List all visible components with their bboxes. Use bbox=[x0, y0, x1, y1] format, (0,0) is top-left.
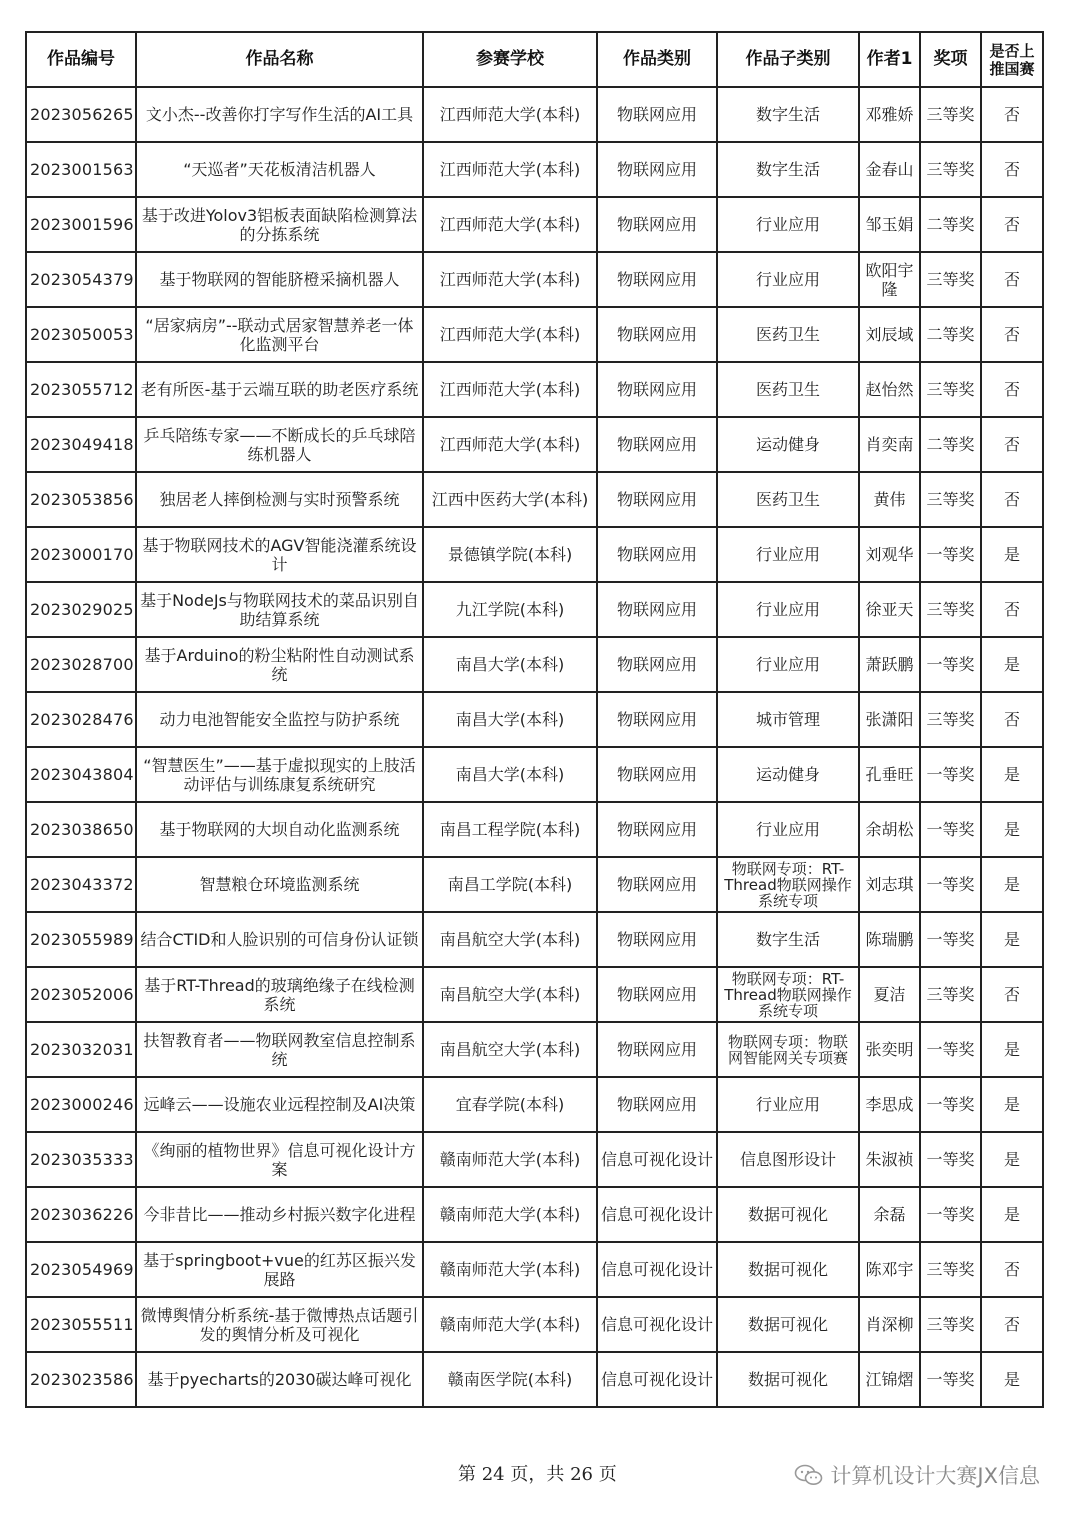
cell-subcategory: 运动健身 bbox=[717, 747, 859, 802]
cell-national: 是 bbox=[981, 857, 1043, 912]
cell-subcategory: 物联网专项：RT-Thread物联网操作系统专项 bbox=[717, 967, 859, 1022]
cell-id: 2023000170 bbox=[26, 527, 136, 582]
cell-school: 南昌大学(本科) bbox=[423, 747, 597, 802]
cell-author: 陈瑞鹏 bbox=[859, 912, 920, 967]
cell-national: 否 bbox=[981, 582, 1043, 637]
cell-id: 2023000246 bbox=[26, 1077, 136, 1132]
cell-category: 物联网应用 bbox=[597, 307, 717, 362]
cell-award: 三等奖 bbox=[920, 252, 981, 307]
cell-subcategory: 医药卫生 bbox=[717, 362, 859, 417]
cell-category: 物联网应用 bbox=[597, 362, 717, 417]
cell-title: 基于Arduino的粉尘粘附性自动测试系统 bbox=[136, 637, 423, 692]
cell-title: 动力电池智能安全监控与防护系统 bbox=[136, 692, 423, 747]
cell-school: 江西师范大学(本科) bbox=[423, 142, 597, 197]
cell-national: 否 bbox=[981, 417, 1043, 472]
table-row bbox=[26, 362, 1043, 417]
cell-national: 是 bbox=[981, 802, 1043, 857]
cell-title: 独居老人摔倒检测与实时预警系统 bbox=[136, 472, 423, 527]
table-row bbox=[26, 252, 1043, 307]
cell-award: 三等奖 bbox=[920, 87, 981, 142]
header-subcategory: 作品子类别 bbox=[717, 32, 859, 87]
cell-national: 否 bbox=[981, 692, 1043, 747]
cell-id: 2023032031 bbox=[26, 1022, 136, 1077]
cell-school: 南昌工程学院(本科) bbox=[423, 802, 597, 857]
cell-national: 否 bbox=[981, 1297, 1043, 1352]
cell-id: 2023028476 bbox=[26, 692, 136, 747]
cell-id: 2023028700 bbox=[26, 637, 136, 692]
cell-national: 否 bbox=[981, 1242, 1043, 1297]
cell-author: 肖奕南 bbox=[859, 417, 920, 472]
cell-school: 江西师范大学(本科) bbox=[423, 307, 597, 362]
cell-author: 张奕明 bbox=[859, 1022, 920, 1077]
cell-category: 物联网应用 bbox=[597, 802, 717, 857]
cell-category: 物联网应用 bbox=[597, 637, 717, 692]
cell-author: 刘辰域 bbox=[859, 307, 920, 362]
cell-subcategory: 数字生活 bbox=[717, 142, 859, 197]
cell-subcategory: 行业应用 bbox=[717, 252, 859, 307]
table-row bbox=[26, 967, 1043, 1022]
cell-school: 宜春学院(本科) bbox=[423, 1077, 597, 1132]
cell-subcategory: 信息图形设计 bbox=[717, 1132, 859, 1187]
cell-award: 三等奖 bbox=[920, 692, 981, 747]
cell-author: 黄伟 bbox=[859, 472, 920, 527]
cell-national: 是 bbox=[981, 1077, 1043, 1132]
cell-award: 三等奖 bbox=[920, 1242, 981, 1297]
cell-id: 2023056265 bbox=[26, 87, 136, 142]
table-row bbox=[26, 747, 1043, 802]
cell-subcategory: 城市管理 bbox=[717, 692, 859, 747]
cell-award: 一等奖 bbox=[920, 1187, 981, 1242]
cell-award: 二等奖 bbox=[920, 417, 981, 472]
cell-school: 南昌工学院(本科) bbox=[423, 857, 597, 912]
cell-id: 2023050053 bbox=[26, 307, 136, 362]
cell-national: 否 bbox=[981, 197, 1043, 252]
cell-author: 李思成 bbox=[859, 1077, 920, 1132]
cell-title: 基于RT-Thread的玻璃绝缘子在线检测系统 bbox=[136, 967, 423, 1022]
cell-award: 三等奖 bbox=[920, 967, 981, 1022]
table-body bbox=[26, 87, 1043, 1407]
cell-category: 信息可视化设计 bbox=[597, 1242, 717, 1297]
cell-author: 欧阳宇隆 bbox=[859, 252, 920, 307]
cell-award: 二等奖 bbox=[920, 307, 981, 362]
cell-category: 信息可视化设计 bbox=[597, 1297, 717, 1352]
cell-school: 南昌航空大学(本科) bbox=[423, 1022, 597, 1077]
table-row bbox=[26, 1187, 1043, 1242]
cell-school: 江西师范大学(本科) bbox=[423, 252, 597, 307]
cell-title: 基于改进Yolov3铝板表面缺陷检测算法的分拣系统 bbox=[136, 197, 423, 252]
cell-author: 邹玉娟 bbox=[859, 197, 920, 252]
cell-subcategory: 数据可视化 bbox=[717, 1352, 859, 1407]
cell-id: 2023001563 bbox=[26, 142, 136, 197]
cell-category: 物联网应用 bbox=[597, 967, 717, 1022]
cell-category: 物联网应用 bbox=[597, 1022, 717, 1077]
cell-id: 2023036226 bbox=[26, 1187, 136, 1242]
table-row bbox=[26, 637, 1043, 692]
cell-subcategory: 行业应用 bbox=[717, 637, 859, 692]
cell-national: 否 bbox=[981, 307, 1043, 362]
cell-title: 智慧粮仓环境监测系统 bbox=[136, 857, 423, 912]
cell-category: 物联网应用 bbox=[597, 197, 717, 252]
header-national: 是否上推国赛 bbox=[981, 32, 1043, 87]
table-row bbox=[26, 1132, 1043, 1187]
cell-title: 基于NodeJs与物联网技术的菜品识别自助结算系统 bbox=[136, 582, 423, 637]
table-row bbox=[26, 857, 1043, 912]
cell-category: 物联网应用 bbox=[597, 252, 717, 307]
cell-author: 徐亚天 bbox=[859, 582, 920, 637]
cell-id: 2023035333 bbox=[26, 1132, 136, 1187]
cell-national: 是 bbox=[981, 912, 1043, 967]
watermark-text: 计算机设计大赛JX信息 bbox=[830, 1464, 1040, 1488]
cell-id: 2023043372 bbox=[26, 857, 136, 912]
wechat-icon bbox=[794, 1464, 824, 1486]
cell-author: 孔垂旺 bbox=[859, 747, 920, 802]
cell-category: 物联网应用 bbox=[597, 142, 717, 197]
cell-title: 基于物联网的智能脐橙采摘机器人 bbox=[136, 252, 423, 307]
header-category: 作品类别 bbox=[597, 32, 717, 87]
cell-author: 江锦熠 bbox=[859, 1352, 920, 1407]
cell-award: 三等奖 bbox=[920, 142, 981, 197]
cell-award: 三等奖 bbox=[920, 362, 981, 417]
cell-title: 今非昔比——推动乡村振兴数字化进程 bbox=[136, 1187, 423, 1242]
cell-subcategory: 数字生活 bbox=[717, 87, 859, 142]
cell-national: 否 bbox=[981, 472, 1043, 527]
cell-school: 南昌航空大学(本科) bbox=[423, 967, 597, 1022]
cell-author: 萧跃鹏 bbox=[859, 637, 920, 692]
cell-author: 张潇阳 bbox=[859, 692, 920, 747]
cell-id: 2023055511 bbox=[26, 1297, 136, 1352]
cell-school: 南昌航空大学(本科) bbox=[423, 912, 597, 967]
table-row bbox=[26, 197, 1043, 252]
cell-category: 信息可视化设计 bbox=[597, 1352, 717, 1407]
cell-subcategory: 行业应用 bbox=[717, 802, 859, 857]
header-award: 奖项 bbox=[920, 32, 981, 87]
table-row bbox=[26, 582, 1043, 637]
table-row bbox=[26, 1297, 1043, 1352]
table-row bbox=[26, 307, 1043, 362]
cell-subcategory: 数据可视化 bbox=[717, 1187, 859, 1242]
watermark bbox=[794, 1460, 1040, 1490]
cell-id: 2023054969 bbox=[26, 1242, 136, 1297]
cell-subcategory: 行业应用 bbox=[717, 1077, 859, 1132]
cell-title: 乒乓陪练专家——不断成长的乒乓球陪练机器人 bbox=[136, 417, 423, 472]
table-row bbox=[26, 1352, 1043, 1407]
cell-award: 一等奖 bbox=[920, 527, 981, 582]
cell-author: 余磊 bbox=[859, 1187, 920, 1242]
header-title: 作品名称 bbox=[136, 32, 423, 87]
table-header-row bbox=[26, 32, 1043, 87]
cell-title: 基于物联网技术的AGV智能浇灌系统设计 bbox=[136, 527, 423, 582]
awards-table bbox=[25, 31, 1044, 1408]
cell-school: 赣南师范大学(本科) bbox=[423, 1297, 597, 1352]
cell-national: 否 bbox=[981, 87, 1043, 142]
cell-school: 江西师范大学(本科) bbox=[423, 87, 597, 142]
cell-school: 赣南师范大学(本科) bbox=[423, 1242, 597, 1297]
cell-category: 物联网应用 bbox=[597, 747, 717, 802]
cell-id: 2023043804 bbox=[26, 747, 136, 802]
cell-author: 刘志琪 bbox=[859, 857, 920, 912]
cell-award: 三等奖 bbox=[920, 582, 981, 637]
table-row bbox=[26, 692, 1043, 747]
cell-title: 结合CTID和人脸识别的可信身份认证锁 bbox=[136, 912, 423, 967]
cell-title: 基于物联网的大坝自动化监测系统 bbox=[136, 802, 423, 857]
table-row bbox=[26, 912, 1043, 967]
cell-id: 2023055712 bbox=[26, 362, 136, 417]
cell-author: 余胡松 bbox=[859, 802, 920, 857]
cell-award: 一等奖 bbox=[920, 1077, 981, 1132]
cell-title: 远峰云——设施农业远程控制及AI决策 bbox=[136, 1077, 423, 1132]
table-row bbox=[26, 472, 1043, 527]
table-row bbox=[26, 417, 1043, 472]
cell-title: “智慧医生”——基于虚拟现实的上肢活动评估与训练康复系统研究 bbox=[136, 747, 423, 802]
cell-school: 赣南师范大学(本科) bbox=[423, 1132, 597, 1187]
table-row bbox=[26, 802, 1043, 857]
cell-school: 南昌大学(本科) bbox=[423, 637, 597, 692]
cell-category: 物联网应用 bbox=[597, 1077, 717, 1132]
cell-title: 扶智教育者——物联网教室信息控制系统 bbox=[136, 1022, 423, 1077]
table-row bbox=[26, 1077, 1043, 1132]
cell-national: 是 bbox=[981, 527, 1043, 582]
cell-award: 一等奖 bbox=[920, 637, 981, 692]
cell-id: 2023038650 bbox=[26, 802, 136, 857]
cell-title: 基于springboot+vue的红苏区振兴发展路 bbox=[136, 1242, 423, 1297]
page-number: 第 24 页，共 26 页 bbox=[458, 1464, 617, 1485]
cell-school: 九江学院(本科) bbox=[423, 582, 597, 637]
table-row bbox=[26, 1022, 1043, 1077]
cell-author: 邓雅娇 bbox=[859, 87, 920, 142]
cell-subcategory: 数字生活 bbox=[717, 912, 859, 967]
cell-id: 2023049418 bbox=[26, 417, 136, 472]
page-footer bbox=[0, 1460, 1080, 1490]
table-row bbox=[26, 1242, 1043, 1297]
cell-subcategory: 行业应用 bbox=[717, 527, 859, 582]
cell-id: 2023052006 bbox=[26, 967, 136, 1022]
cell-school: 赣南师范大学(本科) bbox=[423, 1187, 597, 1242]
cell-school: 赣南医学院(本科) bbox=[423, 1352, 597, 1407]
cell-subcategory: 物联网专项：物联网智能网关专项赛 bbox=[717, 1022, 859, 1077]
header-school: 参赛学校 bbox=[423, 32, 597, 87]
cell-id: 2023023586 bbox=[26, 1352, 136, 1407]
cell-subcategory: 运动健身 bbox=[717, 417, 859, 472]
cell-title: 老有所医-基于云端互联的助老医疗系统 bbox=[136, 362, 423, 417]
cell-category: 物联网应用 bbox=[597, 417, 717, 472]
cell-category: 物联网应用 bbox=[597, 87, 717, 142]
cell-category: 信息可视化设计 bbox=[597, 1187, 717, 1242]
header-id: 作品编号 bbox=[26, 32, 136, 87]
cell-author: 朱淑祯 bbox=[859, 1132, 920, 1187]
cell-category: 物联网应用 bbox=[597, 472, 717, 527]
cell-title: 基于pyecharts的2030碳达峰可视化 bbox=[136, 1352, 423, 1407]
cell-subcategory: 医药卫生 bbox=[717, 472, 859, 527]
cell-subcategory: 行业应用 bbox=[717, 582, 859, 637]
cell-category: 物联网应用 bbox=[597, 527, 717, 582]
cell-title: “居家病房”--联动式居家智慧养老一体化监测平台 bbox=[136, 307, 423, 362]
cell-author: 夏洁 bbox=[859, 967, 920, 1022]
cell-category: 信息可视化设计 bbox=[597, 1132, 717, 1187]
cell-title: 《绚丽的植物世界》信息可视化设计方案 bbox=[136, 1132, 423, 1187]
cell-award: 二等奖 bbox=[920, 197, 981, 252]
cell-subcategory: 行业应用 bbox=[717, 197, 859, 252]
header-author: 作者1 bbox=[859, 32, 920, 87]
cell-award: 一等奖 bbox=[920, 1022, 981, 1077]
cell-author: 陈邓宇 bbox=[859, 1242, 920, 1297]
cell-school: 江西师范大学(本科) bbox=[423, 362, 597, 417]
cell-award: 三等奖 bbox=[920, 1297, 981, 1352]
cell-id: 2023029025 bbox=[26, 582, 136, 637]
cell-school: 江西师范大学(本科) bbox=[423, 417, 597, 472]
table-row bbox=[26, 142, 1043, 197]
cell-award: 一等奖 bbox=[920, 912, 981, 967]
cell-author: 赵怡然 bbox=[859, 362, 920, 417]
cell-national: 是 bbox=[981, 747, 1043, 802]
cell-national: 是 bbox=[981, 1022, 1043, 1077]
table-row bbox=[26, 87, 1043, 142]
cell-national: 是 bbox=[981, 1187, 1043, 1242]
cell-award: 一等奖 bbox=[920, 857, 981, 912]
cell-national: 是 bbox=[981, 1352, 1043, 1407]
cell-id: 2023054379 bbox=[26, 252, 136, 307]
cell-author: 金春山 bbox=[859, 142, 920, 197]
cell-author: 肖深柳 bbox=[859, 1297, 920, 1352]
cell-national: 否 bbox=[981, 362, 1043, 417]
cell-category: 物联网应用 bbox=[597, 692, 717, 747]
cell-subcategory: 物联网专项：RT-Thread物联网操作系统专项 bbox=[717, 857, 859, 912]
cell-title: “天巡者”天花板清洁机器人 bbox=[136, 142, 423, 197]
cell-school: 南昌大学(本科) bbox=[423, 692, 597, 747]
cell-national: 否 bbox=[981, 142, 1043, 197]
cell-title: 微博舆情分析系统-基于微博热点话题引发的舆情分析及可视化 bbox=[136, 1297, 423, 1352]
cell-subcategory: 数据可视化 bbox=[717, 1242, 859, 1297]
cell-title: 文小杰--改善你打字写作生活的AI工具 bbox=[136, 87, 423, 142]
cell-national: 是 bbox=[981, 1132, 1043, 1187]
cell-author: 刘观华 bbox=[859, 527, 920, 582]
cell-id: 2023001596 bbox=[26, 197, 136, 252]
cell-award: 一等奖 bbox=[920, 1352, 981, 1407]
cell-id: 2023053856 bbox=[26, 472, 136, 527]
cell-award: 一等奖 bbox=[920, 802, 981, 857]
cell-category: 物联网应用 bbox=[597, 912, 717, 967]
cell-award: 一等奖 bbox=[920, 747, 981, 802]
table-row bbox=[26, 527, 1043, 582]
cell-subcategory: 数据可视化 bbox=[717, 1297, 859, 1352]
cell-national: 否 bbox=[981, 967, 1043, 1022]
cell-school: 江西中医药大学(本科) bbox=[423, 472, 597, 527]
cell-school: 江西师范大学(本科) bbox=[423, 197, 597, 252]
cell-national: 是 bbox=[981, 637, 1043, 692]
cell-national: 否 bbox=[981, 252, 1043, 307]
cell-subcategory: 医药卫生 bbox=[717, 307, 859, 362]
cell-category: 物联网应用 bbox=[597, 582, 717, 637]
cell-award: 三等奖 bbox=[920, 472, 981, 527]
cell-award: 一等奖 bbox=[920, 1132, 981, 1187]
cell-id: 2023055989 bbox=[26, 912, 136, 967]
cell-category: 物联网应用 bbox=[597, 857, 717, 912]
cell-school: 景德镇学院(本科) bbox=[423, 527, 597, 582]
